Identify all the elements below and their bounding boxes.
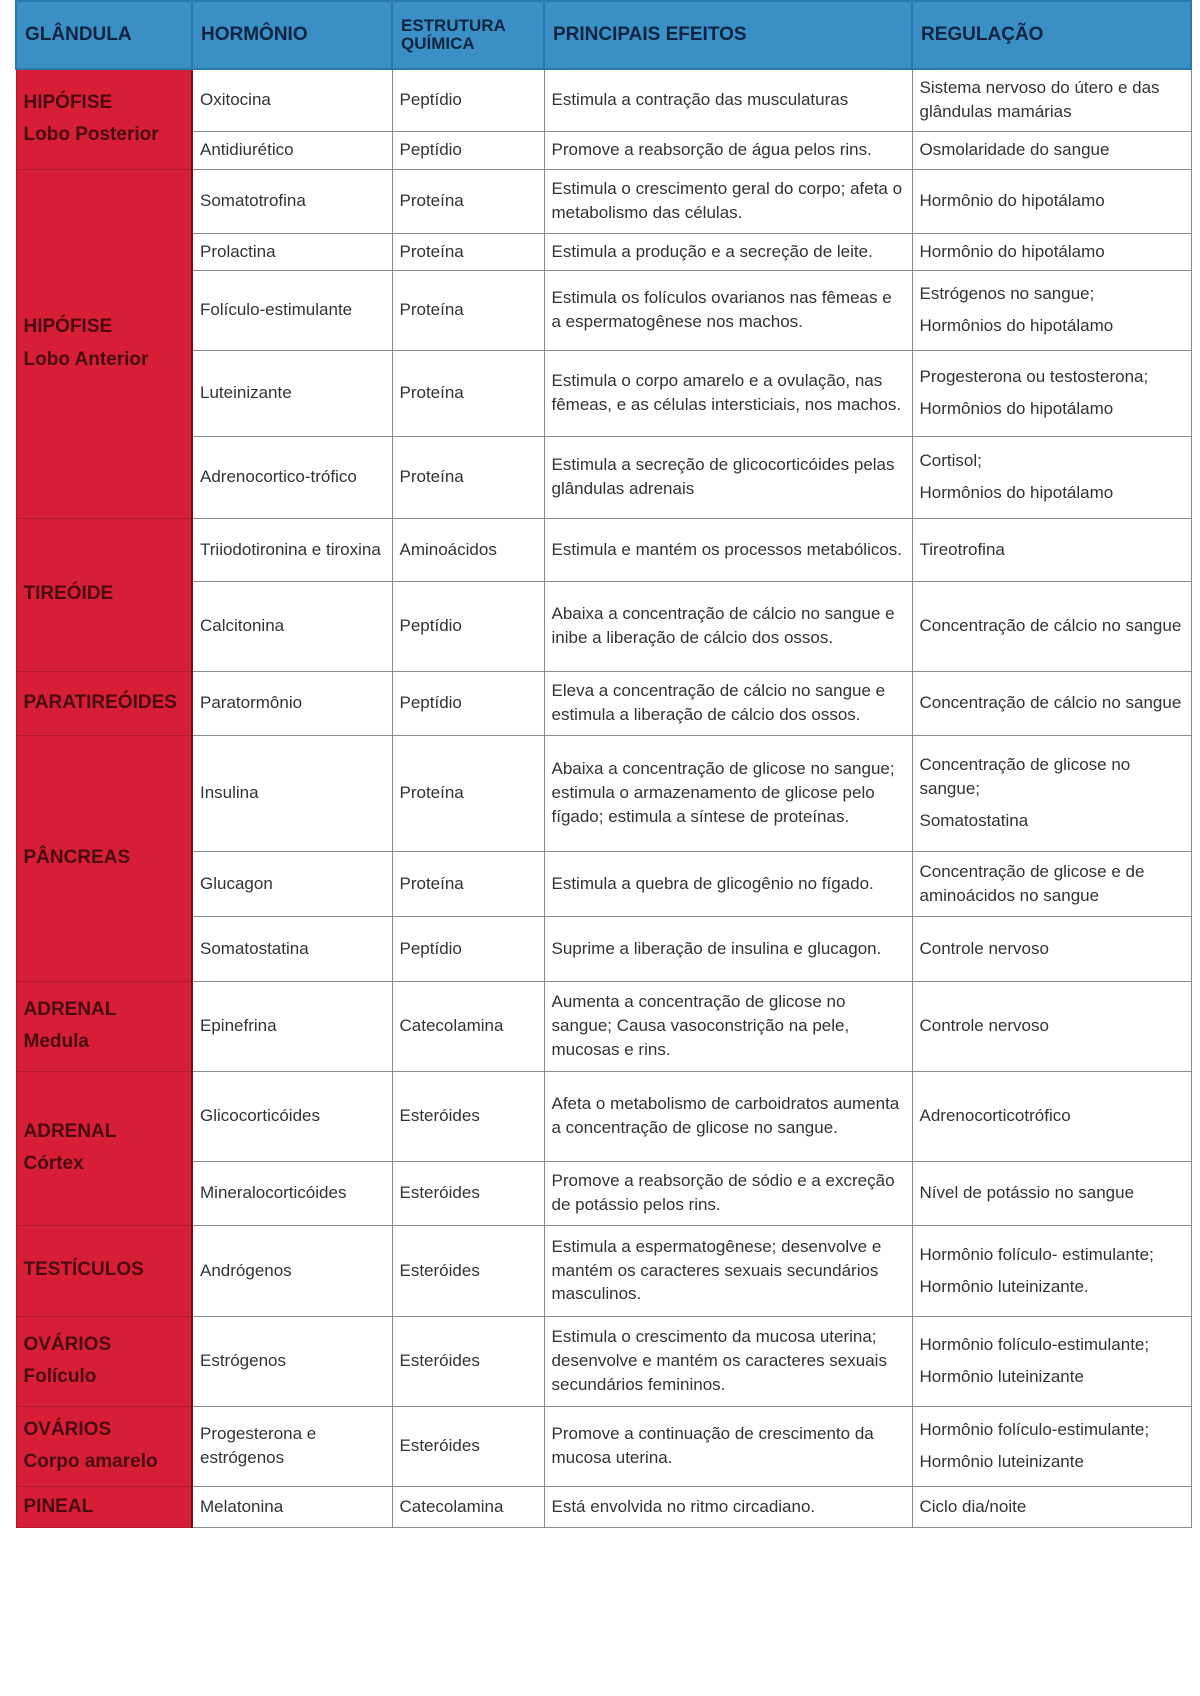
regulation-cell bbox=[912, 518, 1191, 581]
structure-cell: Peptídio bbox=[392, 131, 544, 169]
hormone-cell: Insulina bbox=[192, 735, 392, 851]
gland-name: HIPÓFISE bbox=[23, 316, 113, 338]
regulation-line: Hormônios do hipotálamo bbox=[919, 483, 1114, 502]
regulation-cell bbox=[912, 350, 1191, 436]
regulation-cell bbox=[912, 169, 1191, 233]
effects-cell: Estimula a quebra de glicogênio no fígado. bbox=[544, 851, 912, 916]
regulation-line: Hormônio luteinizante bbox=[919, 1452, 1084, 1471]
regulation-cell bbox=[912, 851, 1191, 916]
structure-cell: Proteína bbox=[392, 350, 544, 436]
regulation-line: Progesterona ou testosterona; bbox=[919, 367, 1149, 387]
hormone-cell: Mineralocorticóides bbox=[192, 1161, 392, 1225]
regulation-cell bbox=[912, 233, 1191, 270]
regulation-line: Estrógenos no sangue; bbox=[919, 284, 1095, 304]
table-row bbox=[16, 1225, 1191, 1316]
table-row bbox=[16, 233, 1191, 270]
hormone-cell: Estrógenos bbox=[192, 1316, 392, 1406]
effects-cell: Estimula o corpo amarelo e a ovulação, nas fêmeas, e as células intersticiais, nos machos. bbox=[544, 350, 912, 436]
regulation-line: Hormônios do hipotálamo bbox=[919, 399, 1114, 418]
structure-cell: Peptídio bbox=[392, 581, 544, 671]
regulation-cell bbox=[912, 1406, 1191, 1486]
table-body bbox=[16, 69, 1191, 1527]
regulation-cell bbox=[912, 1486, 1191, 1527]
regulation-line: Tireotrofina bbox=[919, 539, 1005, 559]
structure-cell: Peptídio bbox=[392, 671, 544, 735]
structure-cell: Peptídio bbox=[392, 69, 544, 131]
gland-cell bbox=[16, 1486, 192, 1527]
structure-cell: Esteróides bbox=[392, 1406, 544, 1486]
hormone-cell: Folículo-estimulante bbox=[192, 270, 392, 350]
regulation-cell bbox=[912, 735, 1191, 851]
structure-cell: Esteróides bbox=[392, 1071, 544, 1161]
hormone-cell: Triiodotironina e tiroxina bbox=[192, 518, 392, 581]
gland-name: ADRENAL bbox=[23, 998, 117, 1020]
effects-cell: Está envolvida no ritmo circadiano. bbox=[544, 1486, 912, 1527]
header-glandula: GLÂNDULA bbox=[16, 1, 192, 69]
regulation-cell bbox=[912, 916, 1191, 981]
structure-cell: Proteína bbox=[392, 169, 544, 233]
effects-cell: Aumenta a concentração de glicose no sangue; Causa vasoconstrição na pele, mucosas e rins. bbox=[544, 981, 912, 1071]
effects-cell: Suprime a liberação de insulina e glucagon. bbox=[544, 916, 912, 981]
gland-name: TIREÓIDE bbox=[23, 583, 114, 605]
regulation-line: Nível de potássio no sangue bbox=[919, 1183, 1135, 1203]
regulation-cell bbox=[912, 436, 1191, 518]
hormone-cell: Glucagon bbox=[192, 851, 392, 916]
hormone-cell: Paratormônio bbox=[192, 671, 392, 735]
regulation-line: Hormônio luteinizante. bbox=[919, 1276, 1089, 1296]
structure-cell: Proteína bbox=[392, 735, 544, 851]
effects-cell: Estimula o crescimento geral do corpo; afeta o metabolismo das células. bbox=[544, 169, 912, 233]
gland-subpart: Córtex bbox=[23, 1153, 84, 1174]
regulation-cell bbox=[912, 1316, 1191, 1406]
effects-cell: Abaixa a concentração de cálcio no sangue e inibe a liberação de cálcio dos ossos. bbox=[544, 581, 912, 671]
header-principais-efeitos: PRINCIPAIS EFEITOS bbox=[544, 1, 912, 69]
regulation-cell bbox=[912, 1225, 1191, 1316]
table-row bbox=[16, 350, 1191, 436]
gland-cell bbox=[16, 1225, 192, 1316]
gland-subpart: Lobo Anterior bbox=[23, 348, 149, 370]
gland-subpart: Lobo Posterior bbox=[23, 124, 159, 146]
gland-name: PINEAL bbox=[23, 1495, 94, 1517]
hormone-table bbox=[15, 0, 1192, 1528]
gland-cell bbox=[16, 1316, 192, 1406]
hormone-cell: Luteinizante bbox=[192, 350, 392, 436]
table-row bbox=[16, 69, 1191, 131]
effects-cell: Estimula a produção e a secreção de leite. bbox=[544, 233, 912, 270]
regulation-cell bbox=[912, 1161, 1191, 1225]
gland-name: HIPÓFISE bbox=[23, 91, 113, 113]
regulation-cell bbox=[912, 270, 1191, 350]
effects-cell: Promove a continuação de crescimento da mucosa uterina. bbox=[544, 1406, 912, 1486]
table-row bbox=[16, 1316, 1191, 1406]
gland-subpart: Medula bbox=[23, 1031, 89, 1052]
table-row bbox=[16, 1071, 1191, 1161]
table-header-row bbox=[16, 1, 1191, 69]
structure-cell: Proteína bbox=[392, 436, 544, 518]
regulation-line: Somatostatina bbox=[919, 810, 1029, 830]
gland-name: TESTÍCULOS bbox=[23, 1259, 144, 1281]
effects-cell: Estimula a secreção de glicocorticóides pelas glândulas adrenais bbox=[544, 436, 912, 518]
structure-cell: Esteróides bbox=[392, 1161, 544, 1225]
effects-cell: Promove a reabsorção de sódio e a excreção de potássio pelos rins. bbox=[544, 1161, 912, 1225]
regulation-line: Ciclo dia/noite bbox=[919, 1496, 1027, 1516]
table-row bbox=[16, 581, 1191, 671]
regulation-line: Hormônio folículo- estimulante; bbox=[919, 1244, 1154, 1264]
regulation-line: Osmolaridade do sangue bbox=[919, 140, 1110, 160]
structure-cell: Peptídio bbox=[392, 916, 544, 981]
hormone-cell: Epinefrina bbox=[192, 981, 392, 1071]
effects-cell: Eleva a concentração de cálcio no sangue e estimula a liberação de cálcio dos ossos. bbox=[544, 671, 912, 735]
regulation-line: Concentração de glicose no sangue; bbox=[919, 755, 1131, 799]
regulation-line: Concentração de glicose e de aminoácidos no sangue bbox=[919, 861, 1145, 905]
regulation-line: Hormônio do hipotálamo bbox=[919, 241, 1105, 261]
effects-cell: Estimula o crescimento da mucosa uterina; desenvolve e mantém os caracteres sexuais secundários femininos. bbox=[544, 1316, 912, 1406]
regulation-line: Controle nervoso bbox=[919, 938, 1049, 958]
gland-name: OVÁRIOS bbox=[23, 1418, 112, 1440]
gland-cell bbox=[16, 1071, 192, 1225]
hormone-cell: Somatotrofina bbox=[192, 169, 392, 233]
gland-cell bbox=[16, 981, 192, 1071]
regulation-cell bbox=[912, 581, 1191, 671]
gland-cell bbox=[16, 518, 192, 671]
regulation-line: Controle nervoso bbox=[919, 1016, 1049, 1036]
regulation-line: Sistema nervoso do útero e das glândulas mamárias bbox=[919, 78, 1160, 122]
hormone-cell: Adrenocortico-trófico bbox=[192, 436, 392, 518]
regulation-cell bbox=[912, 131, 1191, 169]
hormone-cell: Somatostatina bbox=[192, 916, 392, 981]
table-row bbox=[16, 169, 1191, 233]
regulation-line: Hormônios do hipotálamo bbox=[919, 316, 1114, 335]
structure-cell: Esteróides bbox=[392, 1225, 544, 1316]
table-row bbox=[16, 916, 1191, 981]
hormone-cell: Prolactina bbox=[192, 233, 392, 270]
hormone-cell: Progesterona e estrógenos bbox=[192, 1406, 392, 1486]
effects-cell: Estimula a espermatogênese; desenvolve e mantém os caracteres sexuais secundários masculinos. bbox=[544, 1225, 912, 1316]
structure-cell: Catecolamina bbox=[392, 981, 544, 1071]
effects-cell: Estimula e mantém os processos metabólicos. bbox=[544, 518, 912, 581]
table-row bbox=[16, 735, 1191, 851]
regulation-line: Concentração de cálcio no sangue bbox=[919, 616, 1182, 636]
gland-cell bbox=[16, 169, 192, 518]
table-row bbox=[16, 1161, 1191, 1225]
regulation-line: Concentração de cálcio no sangue bbox=[919, 693, 1182, 713]
regulation-line: Adrenocorticotrófico bbox=[919, 1106, 1071, 1126]
table-row bbox=[16, 671, 1191, 735]
structure-cell: Esteróides bbox=[392, 1316, 544, 1406]
effects-cell: Promove a reabsorção de água pelos rins. bbox=[544, 131, 912, 169]
table-row bbox=[16, 270, 1191, 350]
table-row bbox=[16, 851, 1191, 916]
table-row bbox=[16, 981, 1191, 1071]
table-row bbox=[16, 131, 1191, 169]
gland-cell bbox=[16, 671, 192, 735]
effects-cell: Estimula a contração das musculaturas bbox=[544, 69, 912, 131]
effects-cell: Abaixa a concentração de glicose no sangue; estimula o armazenamento de glicose pelo fígado; estimula a síntese de proteínas. bbox=[544, 735, 912, 851]
gland-name: PARATIREÓIDES bbox=[23, 691, 177, 713]
structure-cell: Proteína bbox=[392, 233, 544, 270]
gland-cell bbox=[16, 1406, 192, 1486]
regulation-cell bbox=[912, 1071, 1191, 1161]
regulation-line: Hormônio do hipotálamo bbox=[919, 191, 1105, 211]
hormone-table-page bbox=[15, 0, 1190, 1528]
hormone-cell: Antidiurético bbox=[192, 131, 392, 169]
table-row bbox=[16, 1486, 1191, 1527]
structure-cell: Proteína bbox=[392, 270, 544, 350]
gland-name: PÂNCREAS bbox=[23, 846, 131, 868]
header-hormonio: HORMÔNIO bbox=[192, 1, 392, 69]
regulation-line: Hormônio luteinizante bbox=[919, 1367, 1084, 1386]
regulation-cell bbox=[912, 671, 1191, 735]
table-row bbox=[16, 1406, 1191, 1486]
regulation-line: Cortisol; bbox=[919, 451, 982, 471]
regulation-line: Hormônio folículo-estimulante; bbox=[919, 1420, 1150, 1440]
structure-cell: Aminoácidos bbox=[392, 518, 544, 581]
gland-name: OVÁRIOS bbox=[23, 1333, 112, 1355]
gland-subpart: Corpo amarelo bbox=[23, 1451, 158, 1472]
gland-cell bbox=[16, 735, 192, 981]
hormone-cell: Andrógenos bbox=[192, 1225, 392, 1316]
gland-cell bbox=[16, 69, 192, 169]
gland-subpart: Folículo bbox=[23, 1366, 97, 1387]
hormone-cell: Glicocorticóides bbox=[192, 1071, 392, 1161]
hormone-cell: Oxitocina bbox=[192, 69, 392, 131]
structure-cell: Proteína bbox=[392, 851, 544, 916]
regulation-cell bbox=[912, 981, 1191, 1071]
header-regulacao: REGULAÇÃO bbox=[912, 1, 1191, 69]
regulation-line: Hormônio folículo-estimulante; bbox=[919, 1335, 1150, 1355]
table-row bbox=[16, 436, 1191, 518]
hormone-cell: Melatonina bbox=[192, 1486, 392, 1527]
structure-cell: Catecolamina bbox=[392, 1486, 544, 1527]
gland-name: ADRENAL bbox=[23, 1120, 117, 1142]
header-estrutura-quimica: ESTRUTURA QUÍMICA bbox=[392, 1, 544, 69]
effects-cell: Afeta o metabolismo de carboidratos aumenta a concentração de glicose no sangue. bbox=[544, 1071, 912, 1161]
hormone-cell: Calcitonina bbox=[192, 581, 392, 671]
effects-cell: Estimula os folículos ovarianos nas fêmeas e a espermatogênese nos machos. bbox=[544, 270, 912, 350]
regulation-cell bbox=[912, 69, 1191, 131]
table-row bbox=[16, 518, 1191, 581]
